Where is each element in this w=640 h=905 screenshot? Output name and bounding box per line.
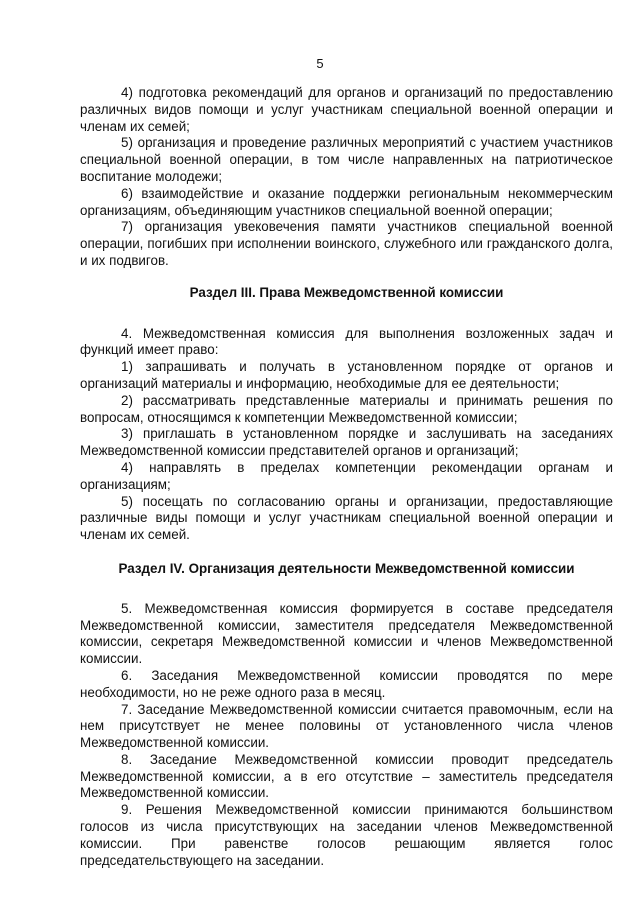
paragraph: 6. Заседания Межведомственной комиссии проводятся по мере необходимости, но не реже одного раза в месяц. (80, 667, 613, 700)
list-item: 2) рассматривать представленные материалы и принимать решения по вопросам, относящимся к компетенции Межведомственной комиссии; (80, 392, 613, 425)
paragraph: 4. Межведомственная комиссия для выполнения возложенных задач и функций имеет право: (80, 325, 613, 358)
list-item: 5) посещать по согласованию органы и организации, предоставляющие различные виды помощи и услуг участникам специальной военной операции и членам их семей. (80, 493, 613, 543)
paragraph: 7. Заседание Межведомственной комиссии считается правомочным, если на нем присутствует не менее половины от установленного числа членов Межведомственной комиссии. (80, 701, 613, 751)
list-item: 5) организация и проведение различных мероприятий с участием участников специальной военной операции, в том числе направленных на патриотическое воспитание молодежи; (80, 135, 613, 184)
list-item: 4) подготовка рекомендаций для органов и организаций по предоставлению различных видов помощи и услуг участникам специальной военной операции и членам их семей; (80, 85, 613, 134)
paragraph: 8. Заседание Межведомственной комиссии проводит председатель Межведомственной комиссии, а в его отсутствие – заместитель председателя Межведомственной комиссии. (80, 751, 613, 801)
list-item: 4) направлять в пределах компетенции рекомендации органам и организациям; (80, 459, 613, 492)
document-body (80, 85, 613, 869)
page-number: 5 (316, 56, 324, 71)
paragraph: 9. Решения Межведомственной комиссии принимаются большинством голосов из числа присутствующих на заседании членов Межведомственной комиссии. При равенстве голосов решающим является голос председательствующего на заседании. (80, 802, 613, 868)
paragraph: 5. Межведомственная комиссия формируется в составе председателя Межведомственной комиссии, заместителя председателя Межведомственной комиссии, секретаря Межведомственной комиссии и членов Межведомственной комиссии. (80, 600, 613, 667)
list-item: 3) приглашать в установленном порядке и заслушивать на заседаниях Межведомственной комиссии представителей органов и организаций; (80, 426, 613, 459)
section-4-heading: Раздел IV. Организация деятельности Межведомственной комиссии (118, 560, 575, 576)
list-item: 1) запрашивать и получать в установленном порядке от органов и организаций материалы и информацию, необходимые для ее деятельности; (80, 359, 613, 391)
list-item: 7) организация увековечения памяти участников специальной военной операции, погибших при исполнении воинского, служебного или гражданского долга, и их подвигов. (80, 219, 613, 268)
section-3-heading: Раздел III. Права Межведомственной комиссии (189, 284, 504, 300)
list-item: 6) взаимодействие и оказание поддержки региональным некоммерческим организациям, объединяющим участников специальной военной операции; (80, 185, 613, 218)
